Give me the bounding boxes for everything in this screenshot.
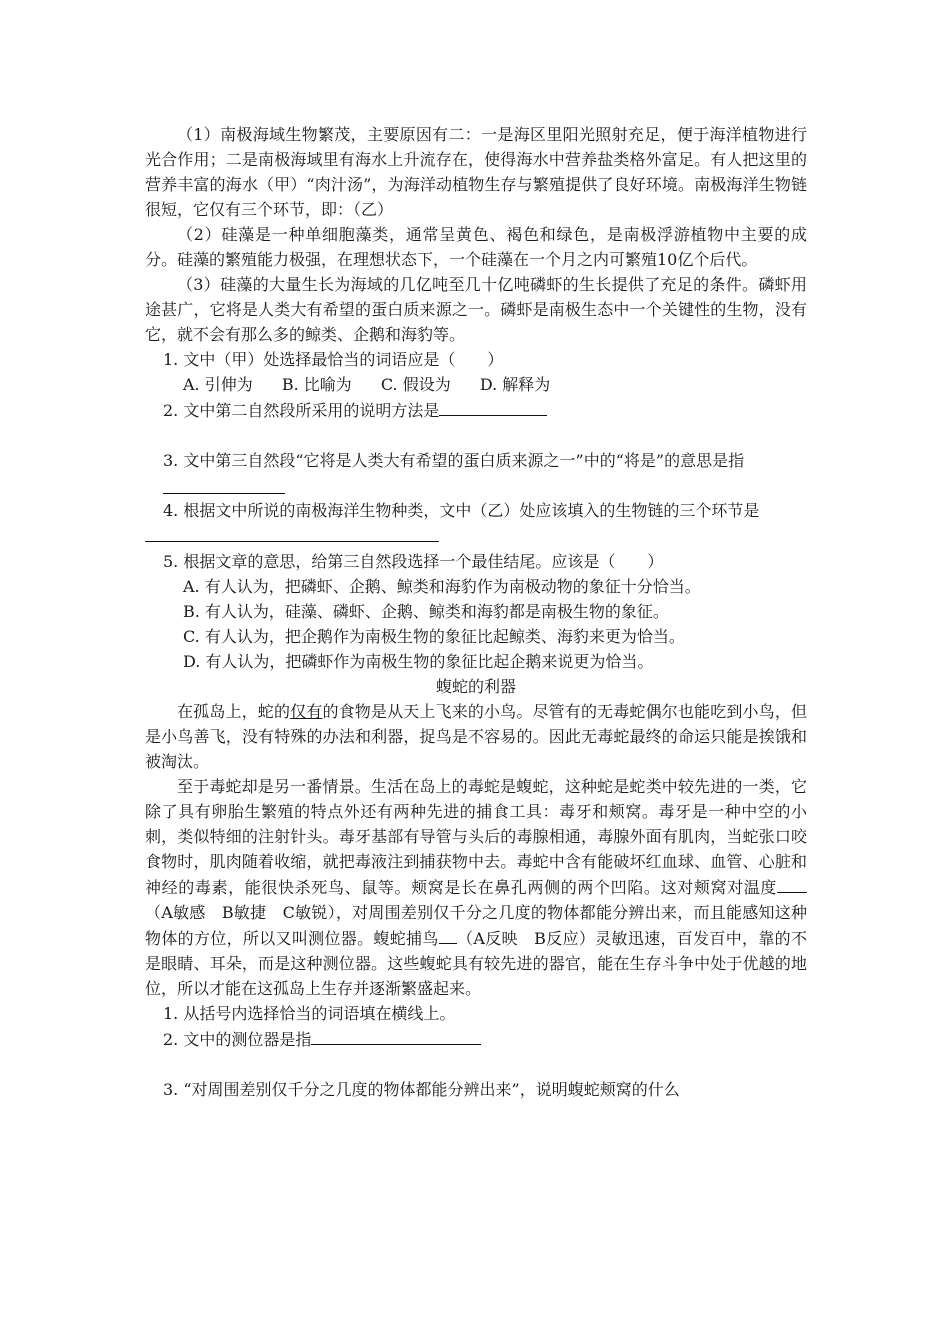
option-d: D. 解释为 — [479, 375, 551, 394]
worksheet-page — [145, 122, 807, 1102]
fill-blank-1[interactable] — [777, 874, 807, 893]
passage1-paragraph-1: （1）南极海域生物繁茂，主要原因有二：一是海区里阳光照射充足，便于海洋植物进行光合作用；二是南极海域里有海水上升流存在，使得海水中营养盐类格外富足。有人把这里的营养丰富的海水（甲）“肉汁汤”，为海洋动植物生存与繁殖提供了良好环境。南极海洋生物链很短，它仅有三个环节，即：（乙） — [145, 125, 807, 219]
answer-blank[interactable] — [311, 1026, 481, 1045]
text-fragment: 在孤岛上，蛇的 — [177, 702, 291, 721]
passage1-question-5-option-d: D. 有人认为，把磷虾作为南极生物的象征比起企鹅来说更为恰当。 — [183, 652, 654, 671]
passage1-question-5-option-c: C. 有人认为，把企鹅作为南极生物的象征比起鲸类、海豹来更为恰当。 — [183, 627, 685, 646]
passage1-question-2 — [145, 397, 807, 423]
option-b: B. 比喻为 — [281, 375, 352, 394]
passage2-paragraph-2 — [145, 774, 807, 1001]
text-fragment: （A反映 B反应）灵敏迅速，百发百中，靠的不是眼睛、耳朵，而是这种测位器。这些蝮蛇具有较先进的器官，能在生存斗争中处于优越的地位，所以才能在这孤岛上生存并逐渐繁盛起来。 — [145, 929, 807, 998]
text-fragment: （A敏感 B敏捷 C敏锐），对周围差别仅千分之几度的物体都能分辨出来，而且能感知这种物体的方位，所以又叫测位器。蝮蛇捕鸟 — [145, 903, 807, 948]
passage1-question-1-options — [145, 372, 807, 397]
spacer — [145, 1052, 807, 1077]
passage2-question-3: 3. “对周围差别仅千分之几度的物体都能分辨出来”，说明蝮蛇颊窝的什么 — [163, 1080, 680, 1099]
spacer — [145, 423, 807, 448]
passage2-paragraph-1 — [145, 699, 807, 774]
underlined-word: 仅有 — [290, 702, 323, 721]
passage1-question-5: 5. 根据文章的意思，给第三自然段选择一个最佳结尾。应该是（ ） — [163, 552, 664, 571]
answer-blank[interactable] — [163, 475, 285, 494]
fill-blank-2[interactable] — [439, 925, 457, 944]
text-fragment: 至于毒蛇却是另一番情景。生活在岛上的毒蛇是蝮蛇，这种蛇是蛇类中较先进的一类，它除了具有卵胎生繁殖的特点外还有两种先进的捕食工具：毒牙和颊窝。毒牙是一种中空的小刺，类似特细的注射针头。毒牙基部有导管与头后的毒腺相通，毒腺外面有肌肉，当蛇张口咬食物时，肌肉随着收缩，就把毒液注到捕获物中去。毒蛇中含有能破坏红血球、血管、心脏和神经的毒素，能很快杀死鸟、鼠等。颊窝是长在鼻孔两侧的两个凹陷。这对颊窝对温度 — [145, 777, 807, 897]
question-2-text: 2. 文中第二自然段所采用的说明方法是 — [163, 401, 440, 420]
passage1-question-4 — [145, 498, 807, 549]
passage1-question-5-option-b: B. 有人认为，硅藻、磷虾、企鹅、鲸类和海豹都是南极生物的象征。 — [183, 602, 669, 621]
passage1-paragraph-2: （2）硅藻是一种单细胞藻类，通常呈黄色、褐色和绿色，是南极浮游植物中主要的成分。硅藻的繁殖能力极强，在理想状态下，一个硅藻在一个月之内可繁殖10亿个后代。 — [145, 225, 807, 269]
passage1-paragraph-3: （3）硅藻的大量生长为海域的几亿吨至几十亿吨磷虾的生长提供了充足的条件。磷虾用途甚广，它将是人类大有希望的蛋白质来源之一。磷虾是南极生态中一个关键性的生物，没有它，就不会有那么多的鲸类、企鹅和海豹等。 — [145, 275, 807, 344]
passage2-title: 蝮蛇的利器 — [435, 677, 516, 696]
passage1-question-1: 1. 文中（甲）处选择最恰当的词语应是（ ） — [163, 350, 504, 369]
answer-blank[interactable] — [145, 523, 439, 542]
option-c: C. 假设为 — [380, 375, 451, 394]
passage2-question-1: 1. 从括号内选择恰当的词语填在横线上。 — [163, 1004, 456, 1023]
answer-blank[interactable] — [439, 397, 547, 416]
question-2-text: 2. 文中的测位器是指 — [163, 1030, 312, 1049]
option-a: A. 引伸为 — [183, 375, 253, 394]
passage2-question-2 — [145, 1026, 807, 1052]
passage1-question-3: 3. 文中第三自然段“它将是人类大有希望的蛋白质来源之一”中的“将是”的意思是指 — [163, 451, 745, 470]
passage1-question-5-option-a: A. 有人认为，把磷虾、企鹅、鲸类和海豹作为南极动物的象征十分恰当。 — [183, 577, 701, 596]
text-fragment: 的食物是从天上飞来的小鸟。尽管有的无毒蛇偶尔也能吃到小鸟，但是小鸟善飞，没有特殊的办法和利器，捉鸟是不容易的。因此无毒蛇最终的命运只能是挨饿和被淘汰。 — [145, 702, 807, 771]
question-4-text: 4. 根据文中所说的南极海洋生物种类，文中（乙）处应该填入的生物链的三个环节是 — [163, 501, 760, 520]
